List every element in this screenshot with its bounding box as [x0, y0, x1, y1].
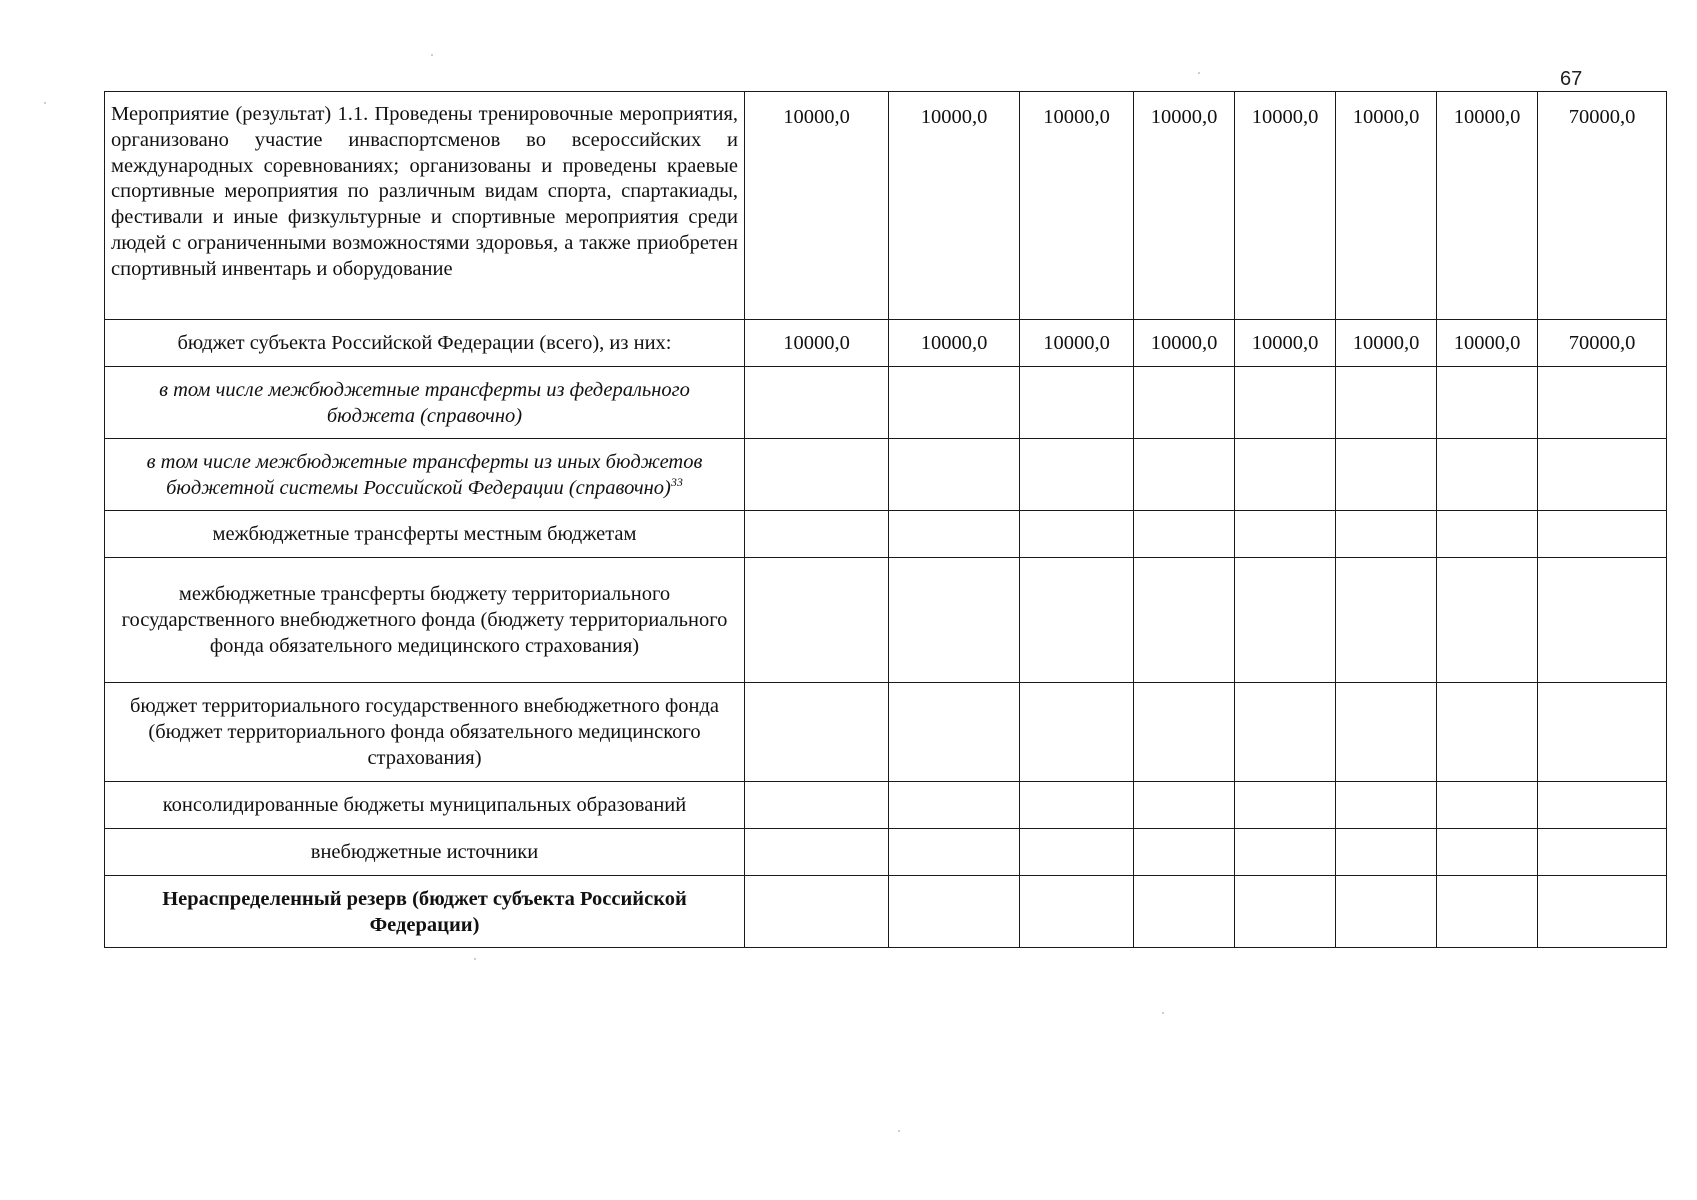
- value-cell: 10000,0: [1437, 92, 1538, 320]
- row-label: [105, 439, 745, 511]
- row-label: бюджет субъекта Российской Федерации (всего), из них:: [105, 320, 745, 367]
- value-cell: [1336, 829, 1437, 876]
- value-cell: [1020, 511, 1134, 558]
- value-cell: 10000,0: [1437, 320, 1538, 367]
- value-cell: [745, 367, 889, 439]
- value-cell: 10000,0: [1336, 320, 1437, 367]
- value-cell: [745, 683, 889, 782]
- value-cell: [889, 829, 1020, 876]
- row-label-text: в том числе межбюджетные трансферты из иных бюджетов бюджетной системы Российской Федерации (справочно): [146, 450, 703, 499]
- total-cell: 70000,0: [1538, 320, 1667, 367]
- value-cell: [1235, 558, 1336, 683]
- measure-description-cell: Мероприятие (результат) 1.1. Проведены тренировочные мероприятия, организовано участие инваспортсменов во всероссийских и международных соревнованиях; организованы и проведены краевые спортивные мероприятия по различным видам спорта, спартакиады, фестивали и иные физкультурные и спортивные мероприятия среди людей с ограниченными возможностями здоровья, а также приобретен спортивный инвентарь и оборудование: [105, 92, 745, 320]
- value-cell: [1134, 439, 1235, 511]
- scan-speck: [898, 1130, 900, 1132]
- value-cell: 10000,0: [889, 92, 1020, 320]
- row-label: межбюджетные трансферты бюджету территориального государственного внебюджетного фонда (бюджету территориального фонда обязательного медицинского страхования): [105, 558, 745, 683]
- row-label: бюджет территориального государственного внебюджетного фонда (бюджет территориального фонда обязательного медицинского страхования): [105, 683, 745, 782]
- value-cell: 10000,0: [745, 320, 889, 367]
- value-cell: [1336, 683, 1437, 782]
- value-cell: [889, 683, 1020, 782]
- value-cell: [1134, 367, 1235, 439]
- table-row-regional-budget: [105, 320, 1667, 367]
- value-cell: [1235, 782, 1336, 829]
- value-cell: [889, 782, 1020, 829]
- scan-speck: [1162, 1012, 1164, 1014]
- table-row-extrabudgetary: [105, 829, 1667, 876]
- total-cell: [1538, 439, 1667, 511]
- total-cell: [1538, 683, 1667, 782]
- value-cell: [1235, 367, 1336, 439]
- value-cell: [745, 876, 889, 948]
- value-cell: [1235, 876, 1336, 948]
- scan-speck: [44, 102, 46, 104]
- table-row-local-transfers: [105, 511, 1667, 558]
- value-cell: 10000,0: [1235, 320, 1336, 367]
- row-label: межбюджетные трансферты местным бюджетам: [105, 511, 745, 558]
- value-cell: [1134, 558, 1235, 683]
- value-cell: 10000,0: [1235, 92, 1336, 320]
- value-cell: [1437, 782, 1538, 829]
- value-cell: [889, 876, 1020, 948]
- value-cell: [1437, 558, 1538, 683]
- value-cell: [889, 439, 1020, 511]
- value-cell: [745, 782, 889, 829]
- value-cell: [745, 439, 889, 511]
- value-cell: [1336, 782, 1437, 829]
- table-row-measure: [105, 92, 1667, 320]
- total-cell: 70000,0: [1538, 92, 1667, 320]
- total-cell: [1538, 367, 1667, 439]
- total-cell: [1538, 782, 1667, 829]
- budget-table: [104, 91, 1667, 948]
- value-cell: [1437, 439, 1538, 511]
- value-cell: [1134, 876, 1235, 948]
- value-cell: [1020, 558, 1134, 683]
- value-cell: [1336, 558, 1437, 683]
- value-cell: 10000,0: [1134, 92, 1235, 320]
- scan-speck: [1198, 72, 1200, 74]
- value-cell: [1134, 829, 1235, 876]
- value-cell: [1336, 511, 1437, 558]
- value-cell: 10000,0: [1134, 320, 1235, 367]
- value-cell: 10000,0: [745, 92, 889, 320]
- row-label: консолидированные бюджеты муниципальных образований: [105, 782, 745, 829]
- table-row-fund-budget: [105, 683, 1667, 782]
- page-number: 67: [1560, 68, 1583, 90]
- scan-speck: [474, 958, 476, 960]
- value-cell: 10000,0: [1020, 320, 1134, 367]
- value-cell: [889, 367, 1020, 439]
- row-label: Нераспределенный резерв (бюджет субъекта Российской Федерации): [105, 876, 745, 948]
- value-cell: [1336, 439, 1437, 511]
- value-cell: [1020, 439, 1134, 511]
- value-cell: 10000,0: [1020, 92, 1134, 320]
- total-cell: [1538, 876, 1667, 948]
- value-cell: [1134, 683, 1235, 782]
- table-row-federal-transfers: [105, 367, 1667, 439]
- value-cell: [1437, 367, 1538, 439]
- total-cell: [1538, 558, 1667, 683]
- value-cell: [1235, 439, 1336, 511]
- value-cell: [1437, 683, 1538, 782]
- value-cell: [1437, 876, 1538, 948]
- value-cell: [1336, 367, 1437, 439]
- scan-speck: [431, 54, 433, 56]
- row-label: внебюджетные источники: [105, 829, 745, 876]
- value-cell: [889, 558, 1020, 683]
- value-cell: [1020, 876, 1134, 948]
- value-cell: [1020, 829, 1134, 876]
- value-cell: [745, 511, 889, 558]
- value-cell: [1020, 782, 1134, 829]
- footnote-marker: 33: [670, 474, 683, 489]
- table-row-unallocated-reserve: [105, 876, 1667, 948]
- value-cell: [1437, 511, 1538, 558]
- value-cell: [1020, 683, 1134, 782]
- row-label: в том числе межбюджетные трансферты из федерального бюджета (справочно): [105, 367, 745, 439]
- total-cell: [1538, 829, 1667, 876]
- value-cell: [745, 558, 889, 683]
- value-cell: [745, 829, 889, 876]
- value-cell: [1020, 367, 1134, 439]
- value-cell: [1235, 683, 1336, 782]
- value-cell: [1235, 511, 1336, 558]
- value-cell: [1134, 511, 1235, 558]
- table-row-other-transfers: [105, 439, 1667, 511]
- value-cell: [889, 511, 1020, 558]
- value-cell: [1235, 829, 1336, 876]
- value-cell: [1134, 782, 1235, 829]
- table-row-fund-transfers: [105, 558, 1667, 683]
- value-cell: [1336, 876, 1437, 948]
- value-cell: 10000,0: [889, 320, 1020, 367]
- value-cell: [1437, 829, 1538, 876]
- total-cell: [1538, 511, 1667, 558]
- value-cell: 10000,0: [1336, 92, 1437, 320]
- table-row-municipal-budgets: [105, 782, 1667, 829]
